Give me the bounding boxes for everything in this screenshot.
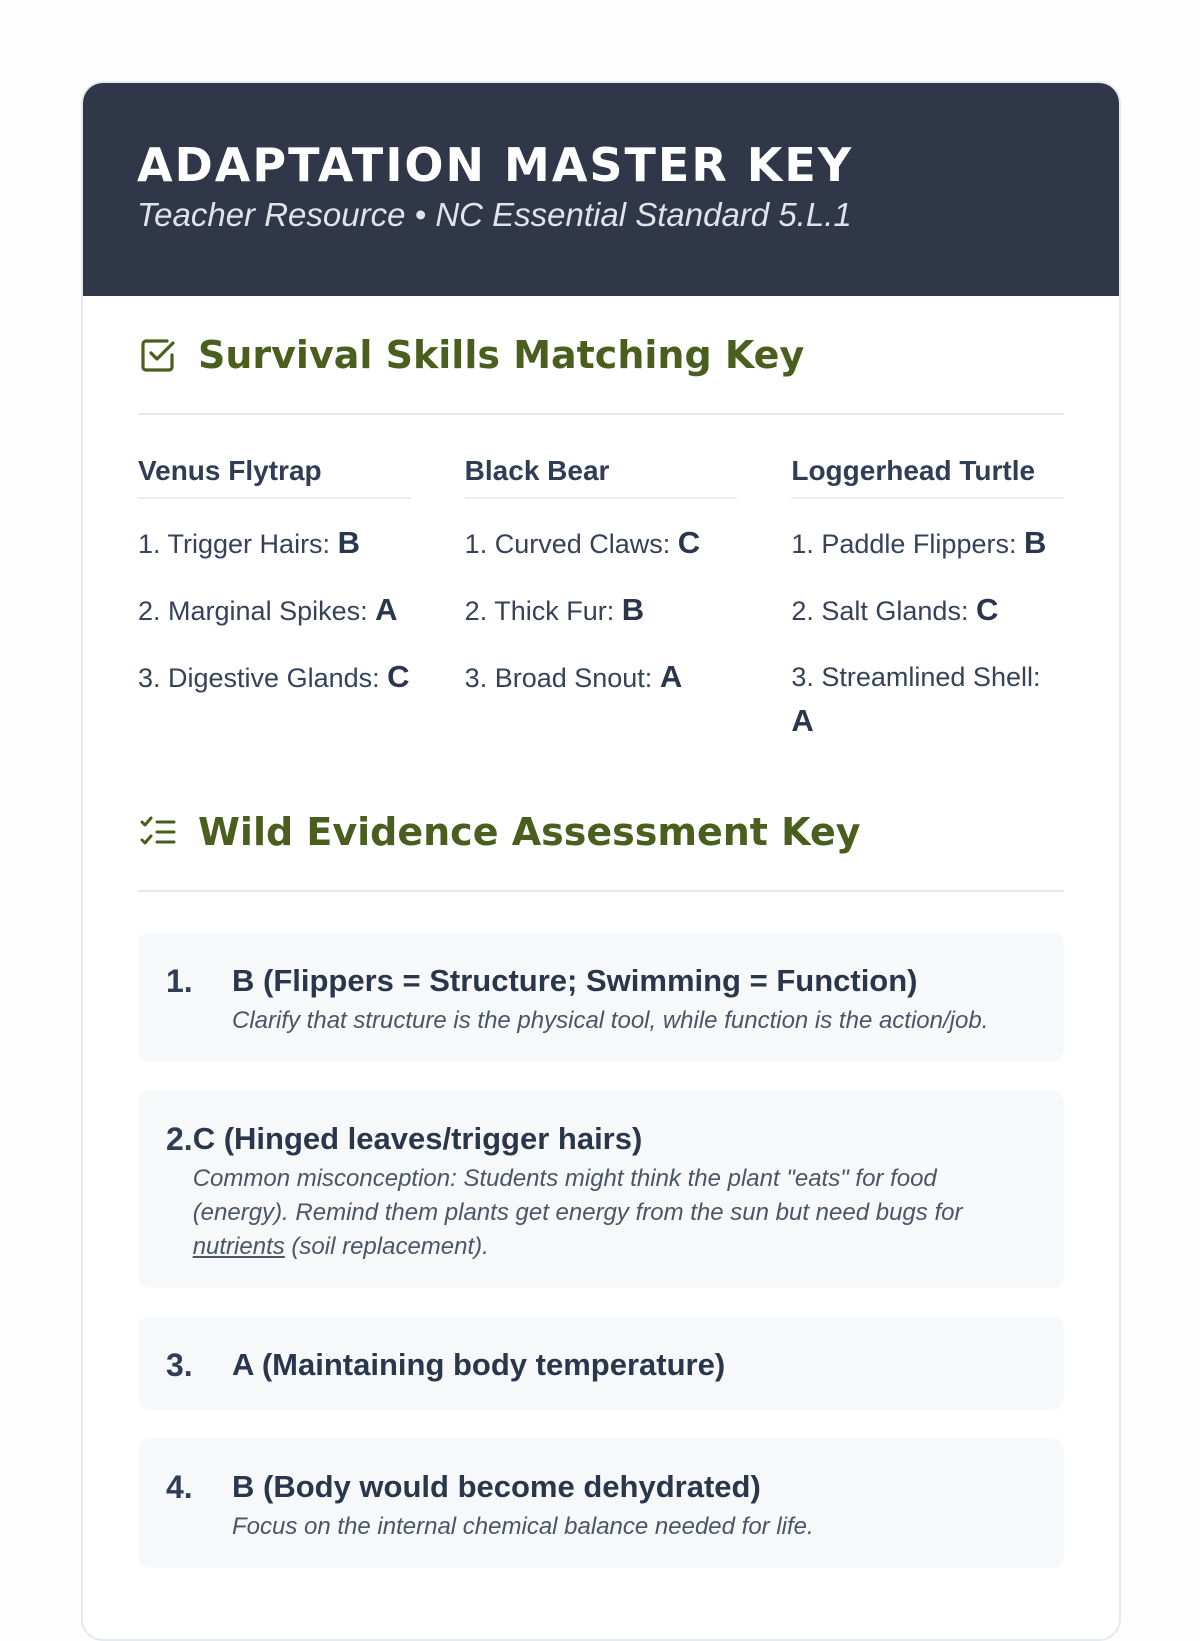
answer-number: 2. xyxy=(166,1121,193,1157)
answer-number: 4. xyxy=(166,1469,193,1505)
matching-column-venus-flytrap xyxy=(138,455,411,773)
matching-section-title: Survival Skills Matching Key xyxy=(198,332,805,377)
answer-card-4 xyxy=(138,1438,1064,1568)
page-title: ADAPTATION MASTER KEY xyxy=(137,138,854,192)
answer-number: 3. xyxy=(166,1347,193,1383)
match-item: 3. Streamlined Shell: A xyxy=(791,662,1041,738)
match-item: 1. Trigger Hairs: B xyxy=(138,525,360,560)
match-item: 3. Digestive Glands: C xyxy=(138,659,410,694)
assessment-section-header xyxy=(138,773,1064,892)
content xyxy=(83,296,1119,1568)
answer-main: B (Body would become dehydrated) xyxy=(232,1469,761,1504)
assessment-section-title: Wild Evidence Assessment Key xyxy=(198,809,861,854)
page-subtitle: Teacher Resource • NC Essential Standard 5.L.1 xyxy=(137,196,852,233)
answer-card-3 xyxy=(138,1316,1064,1410)
match-item: 2. Salt Glands: C xyxy=(791,592,999,627)
assessment-answers xyxy=(138,892,1064,1568)
matching-column-loggerhead-turtle xyxy=(791,455,1064,773)
checklist-icon xyxy=(138,812,178,852)
match-item: 1. Curved Claws: C xyxy=(464,525,701,560)
answer-key-card xyxy=(81,81,1121,1641)
answer-note: Focus on the internal chemical balance needed for life. xyxy=(232,1513,814,1540)
checkbox-icon xyxy=(138,335,178,375)
column-title: Loggerhead Turtle xyxy=(791,455,1064,499)
match-item: 2. Thick Fur: B xyxy=(464,592,645,627)
matching-column-black-bear xyxy=(465,455,738,773)
column-title: Black Bear xyxy=(465,455,738,499)
matching-columns xyxy=(138,415,1064,773)
answer-number: 1. xyxy=(166,963,193,999)
match-item: 1. Paddle Flippers: B xyxy=(791,525,1047,560)
answer-main: A (Maintaining body temperature) xyxy=(232,1347,726,1382)
matching-section-header xyxy=(138,296,1064,415)
column-title: Venus Flytrap xyxy=(138,455,411,499)
match-item: 2. Marginal Spikes: A xyxy=(138,592,398,627)
answer-note: Common misconception: Students might think the plant "eats" for food (energy). Remind them plants get energy from the sun but need bugs for nutrients (soil replacement). xyxy=(192,1165,963,1260)
answer-main: C (Hinged leaves/trigger hairs) xyxy=(192,1121,643,1156)
nutrients-emphasis: nutrients xyxy=(192,1233,285,1260)
answer-note: Clarify that structure is the physical tool, while function is the action/job. xyxy=(232,1007,989,1034)
header xyxy=(83,83,1119,296)
answer-main: B (Flippers = Structure; Swimming = Function) xyxy=(232,963,918,998)
answer-card-1 xyxy=(138,932,1064,1062)
match-item: 3. Broad Snout: A xyxy=(464,659,683,694)
answer-card-2 xyxy=(138,1090,1064,1288)
